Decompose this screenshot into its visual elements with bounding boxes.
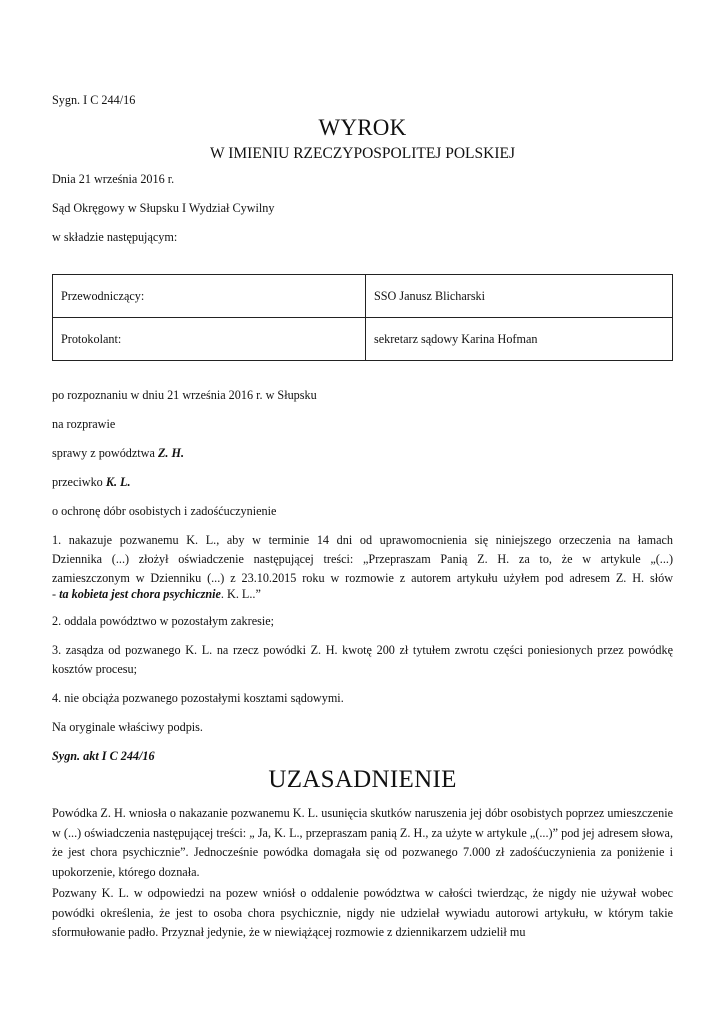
ruling-3-line-2: kosztów procesu; [52, 662, 137, 676]
original-signature-note: Na oryginale właściwy podpis. [52, 720, 203, 734]
defendant-name: K. L. [105, 475, 131, 489]
plaintiff-name: Z. H. [157, 446, 185, 460]
court-name: Sąd Okręgowy w Słupsku I Wydział Cywilny [52, 201, 275, 215]
quote-dash: - [52, 587, 60, 601]
ruling-1-line-2: Dziennika (...) złożył oświadczenie następującej treści: „Przepraszam Panią Z. H. za to, że w artykule „(...) [52, 552, 673, 566]
ruling-2: 2. oddala powództwo w pozostałym zakresie; [52, 614, 275, 628]
justification-case-ref: Sygn. akt I C 244/16 [52, 749, 155, 763]
ruling-1-line-3: zamieszczonym w Dzienniku (...) z 23.10.2015 roku w rozmowie z autorem artykułu użyłem pod adresem Z. H. słów [52, 571, 673, 585]
table-row [53, 275, 673, 318]
justification-paragraph-1: Powódka Z. H. wniosła o nakazanie pozwanemu K. L. usunięcia skutków naruszenia jej dóbr osobistych poprzez umieszczenie w (...) oświadczenia następującej treści: „ Ja, K. L., przepraszam panią Z. H., za użyte w artykule „(...)” pod jej adresem słowa, że jest chora psychicznie”. Jednocześnie powódka domagała się od pozwanego 7.000 zł zadośćuczynienia za poniżenie i upokorzenie, którego doznała. [52, 806, 673, 879]
document-title: WYROK [318, 115, 407, 140]
ruling-1-line-4 [52, 586, 261, 602]
case-number: Sygn. I C 244/16 [52, 93, 136, 107]
claim-line [52, 445, 184, 461]
ruling-1-line-1: 1. nakazuje pozwanemu K. L., aby w terminie 14 dni od uprawomocnienia się niniejszego orzeczenia na łamach [52, 533, 673, 547]
quote-ending: . K. L..” [220, 587, 261, 601]
justification-heading: UZASADNIENIE [268, 766, 457, 793]
composition-label: w składzie następującym: [52, 230, 178, 244]
against-line [52, 474, 131, 490]
hearing-date: po rozpoznaniu w dniu 21 września 2016 r. w Słupsku [52, 388, 317, 402]
table-row [53, 318, 673, 361]
case-subject: o ochronę dóbr osobistych i zadośćuczynienie [52, 504, 277, 518]
hearing-type: na rozprawie [52, 417, 116, 431]
ruling-4: 4. nie obciąża pozwanego pozostałymi kosztami sądowymi. [52, 691, 344, 705]
document-subtitle: W IMIENIU RZECZYPOSPOLITEJ POLSKIEJ [210, 145, 515, 162]
panel-role: Przewodniczący: [53, 275, 366, 318]
panel-name: SSO Janusz Blicharski [366, 275, 673, 318]
ruling-3-line-1: 3. zasądza od pozwanego K. L. na rzecz powódki Z. H. kwotę 200 zł tytułem zwrotu części poniesionych przez powódkę [52, 643, 673, 657]
quoted-words: ta kobieta jest chora psychicznie [59, 587, 221, 601]
panel-name: sekretarz sądowy Karina Hofman [366, 318, 673, 361]
panel-role: Protokolant: [53, 318, 366, 361]
court-panel-table [52, 274, 673, 361]
claim-prefix: sprawy z powództwa [52, 446, 158, 460]
judgment-date: Dnia 21 września 2016 r. [52, 172, 175, 186]
against-prefix: przeciwko [52, 475, 106, 489]
justification-paragraph-2: Pozwany K. L. w odpowiedzi na pozew wniósł o oddalenie powództwa w całości twierdząc, że nigdy nie używał wobec powódki określenia, że jest to osoba chora psychicznie, nigdy nie udzielał wywiadu autorowi artykułu, w którym takie sformułowanie padło. Przyznał jedynie, że w niewiążącej rozmowie z dziennikarzem udzielił mu [52, 886, 673, 939]
